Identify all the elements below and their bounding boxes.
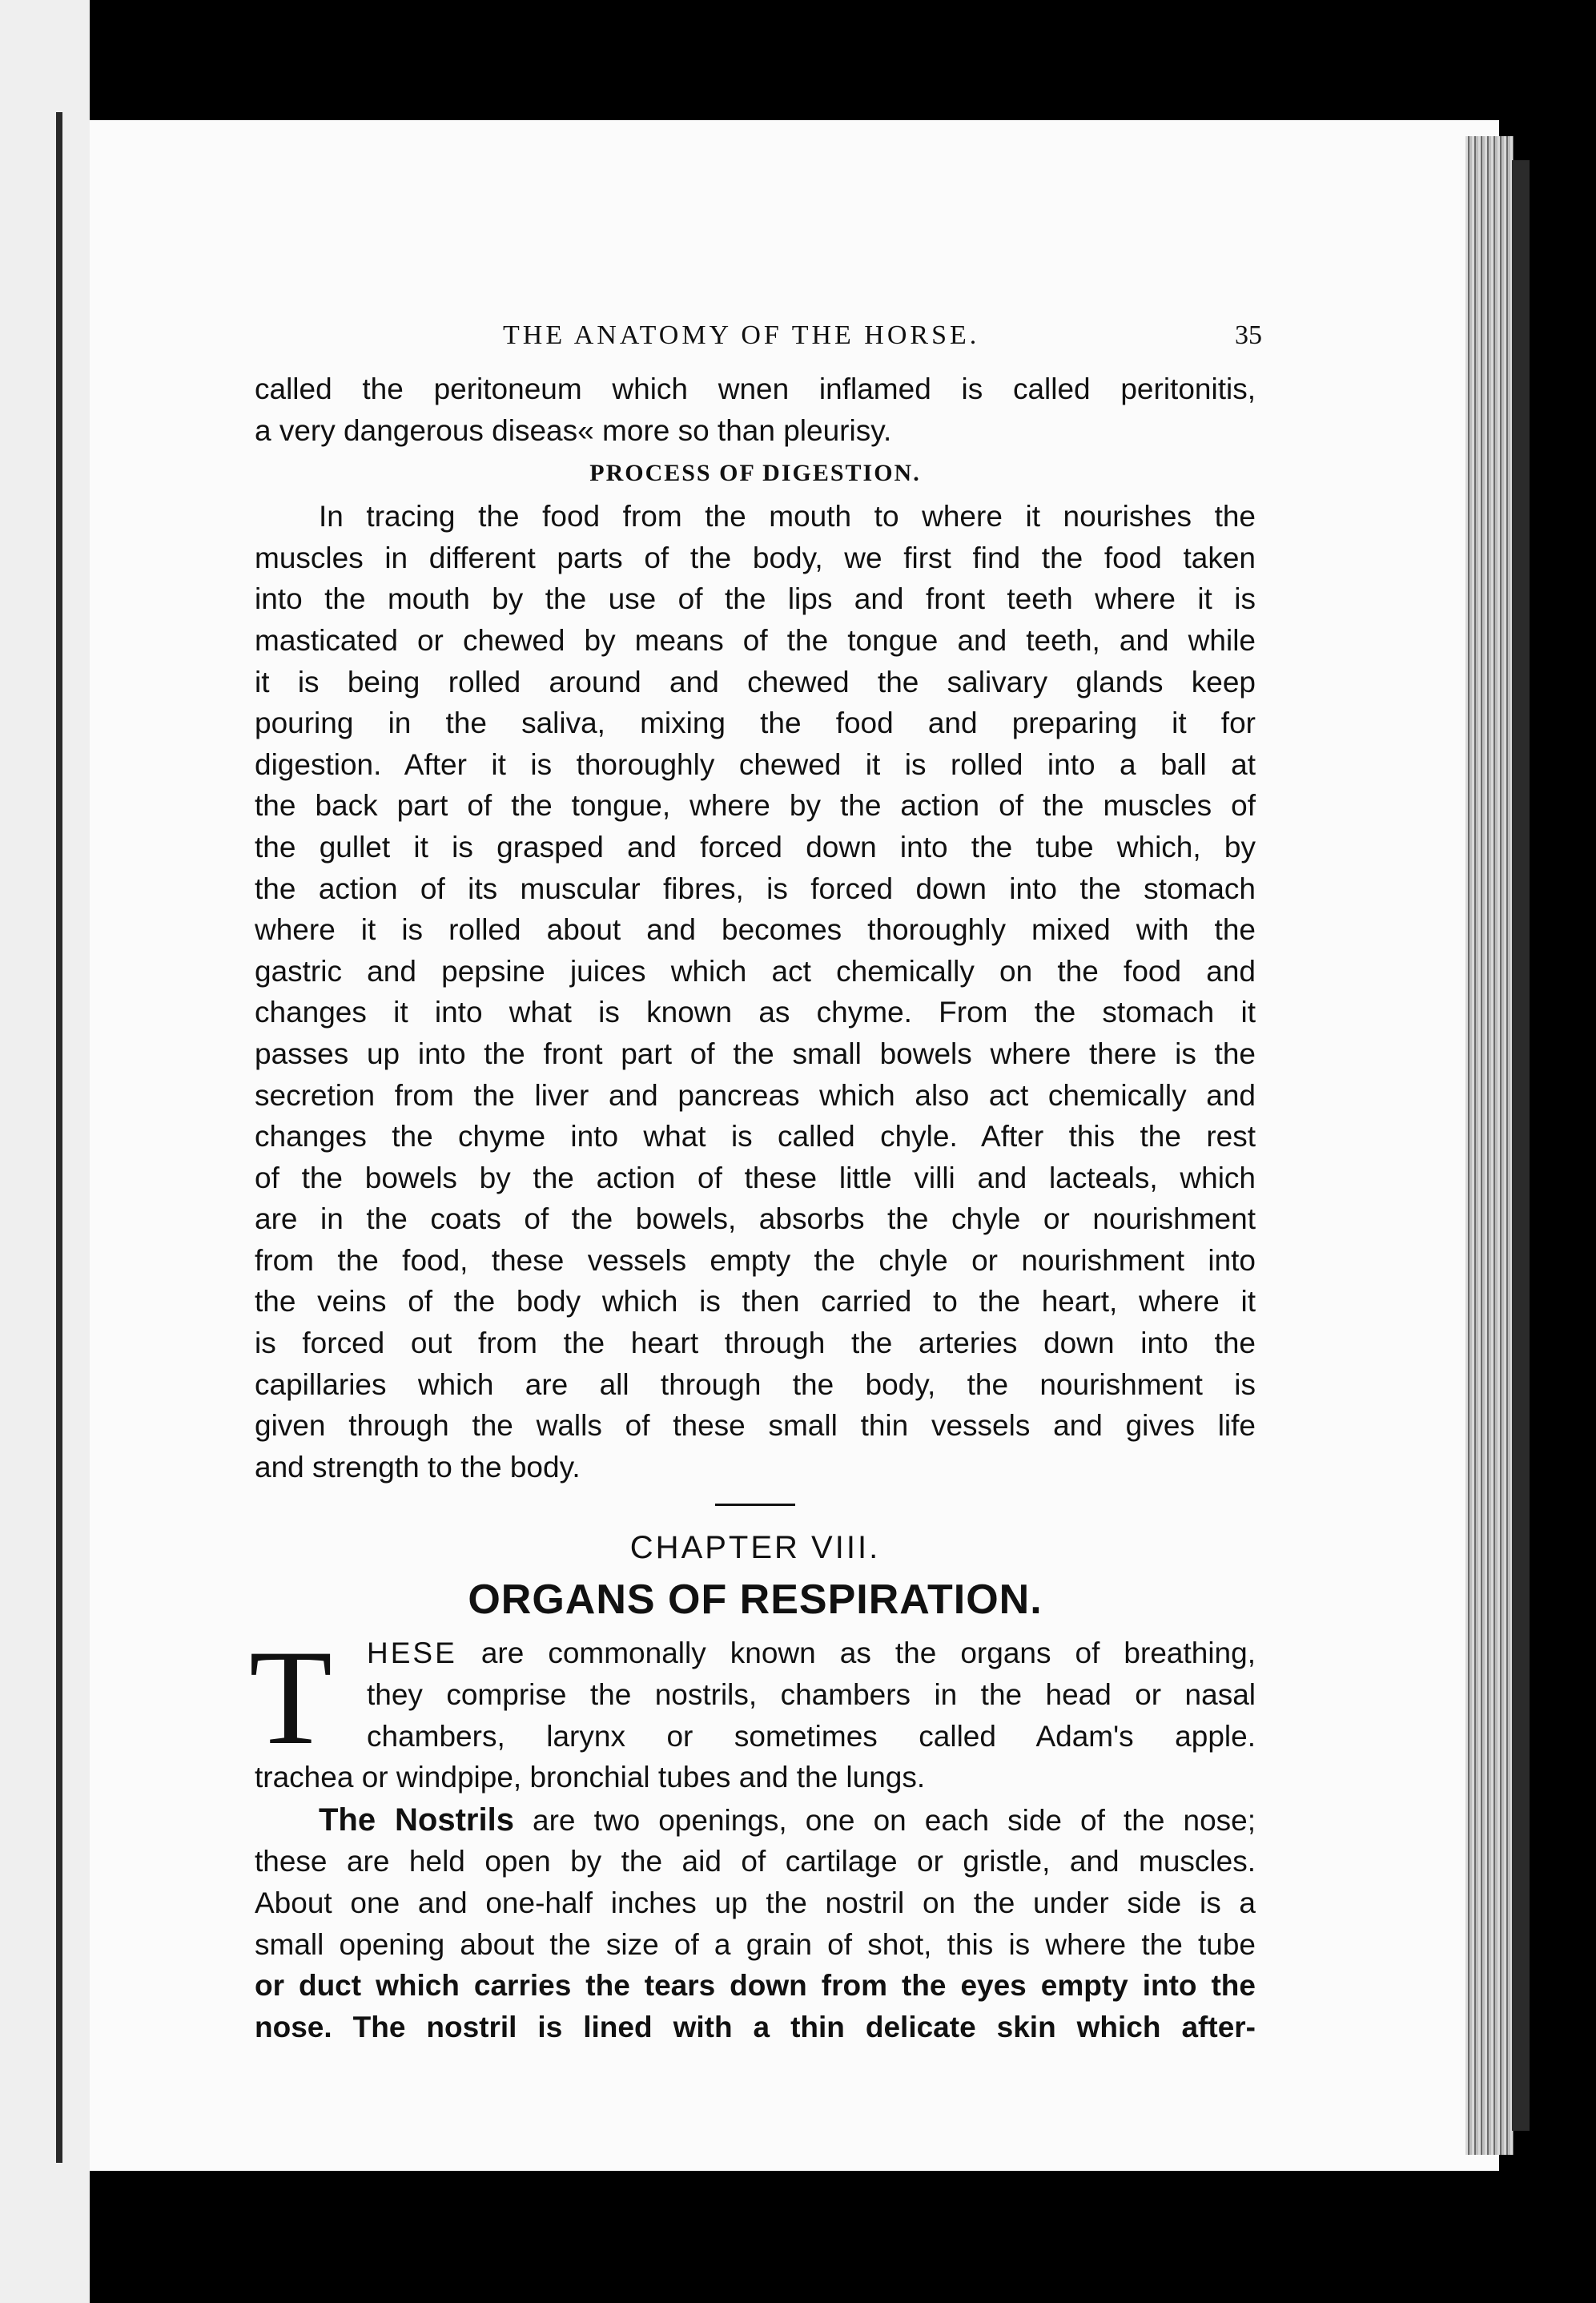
text-line: secretion from the liver and pancreas which also act chemically and	[255, 1078, 1256, 1112]
text-line: digestion. After it is thoroughly chewed it is rolled into a ball at	[255, 747, 1256, 781]
text-line: these are held open by the aid of cartilage or gristle, and muscles.	[255, 1845, 1256, 1878]
page-number: 35	[1235, 320, 1262, 350]
text-line: of the bowels by the action of these little villi and lacteals, which	[255, 1161, 1256, 1194]
text-line: In tracing the food from the mouth to where it nourishes the	[319, 500, 1256, 533]
continuation-paragraph	[255, 368, 1256, 451]
text-line: pouring in the saliva, mixing the food and preparing it for	[255, 707, 1256, 740]
text-line: the action of its muscular fibres, is forced down into the stomach	[255, 872, 1256, 905]
text-line: called the peritoneum which wnen inflamed is called peritonitis,	[255, 372, 1256, 405]
text-line: masticated or chewed by means of the tongue and teeth, and while	[255, 623, 1256, 657]
text-line	[255, 1633, 1256, 1674]
text-line: from the food, these vessels empty the chyle or nourishment into	[255, 1243, 1256, 1277]
chapter-title: ORGANS OF RESPIRATION.	[468, 1576, 1043, 1624]
left-binding-shadow	[56, 112, 62, 2163]
nostrils-heading: The Nostrils	[319, 1802, 514, 1838]
respiration-paragraph	[249, 1622, 1256, 1798]
text-line: nose. The nostril is lined with a thin delicate skin which after-	[255, 2010, 1256, 2043]
chapter-number: CHAPTER VIII.	[629, 1530, 881, 1566]
nostrils-paragraph	[255, 1800, 1256, 2048]
text-line: a very dangerous diseas« more so than pleurisy.	[255, 413, 892, 447]
text-line: changes it into what is known as chyme. From the stomach it	[255, 996, 1256, 1029]
text-line: capillaries which are all through the body, the nourishment is	[255, 1367, 1256, 1401]
text-line: passes up into the front part of the small bowels where there is the	[255, 1037, 1256, 1070]
text-line: About one and one-half inches up the nostril on the under side is a	[255, 1886, 1256, 1919]
drop-cap: T	[249, 1622, 332, 1774]
section-heading: PROCESS OF DIGESTION.	[589, 460, 921, 487]
left-scan-margin	[0, 0, 90, 2303]
text-line: the gullet it is grasped and forced down into the tube which, by	[255, 830, 1256, 864]
text-line: chambers, larynx or sometimes called Adam's apple.	[367, 1719, 1256, 1753]
text-line: trachea or windpipe, bronchial tubes and the lungs.	[255, 1761, 926, 1794]
text-line: the veins of the body which is then carried to the heart, where it	[255, 1285, 1256, 1319]
text-line: muscles in different parts of the body, we first find the food taken	[255, 541, 1256, 574]
page-content	[249, 320, 1262, 2047]
text-line: or duct which carries the tears down from the eyes empty into the	[255, 1969, 1256, 2003]
digestion-paragraph	[255, 496, 1256, 1488]
first-word: HESE	[367, 1637, 457, 1670]
text-line: into the mouth by the use of the lips and front teeth where it is	[255, 582, 1256, 616]
running-head	[255, 320, 1262, 368]
text-line: are in the coats of the bowels, absorbs the chyle or nourishment	[255, 1202, 1256, 1236]
text-line: given through the walls of these small thin vessels and gives life	[255, 1409, 1256, 1443]
text-line: the back part of the tongue, where by the action of the muscles of	[255, 789, 1256, 823]
text-line: it is being rolled around and chewed the salivary glands keep	[255, 665, 1256, 699]
text-line	[255, 1800, 1256, 1842]
book-cover-edge	[1512, 160, 1530, 2131]
text-line: and strength to the body.	[255, 1450, 581, 1484]
text-line: where it is rolled about and becomes thoroughly mixed with the	[255, 913, 1256, 947]
text-line: they comprise the nostrils, chambers in the head or nasal	[367, 1678, 1256, 1712]
text-run: are commonally known as the organs of breathing,	[480, 1637, 1256, 1670]
text-line: changes the chyme into what is called chyle. After this the rest	[255, 1120, 1256, 1154]
text-line: is forced out from the heart through the arteries down into the	[255, 1327, 1256, 1360]
text-line: gastric and pepsine juices which act chemically on the food and	[255, 954, 1256, 988]
text-run: are two openings, one on each side of the nose;	[533, 1803, 1256, 1837]
text-line: small opening about the size of a grain of shot, this is where the tube	[255, 1927, 1256, 1961]
page-edges	[1465, 136, 1514, 2155]
section-divider	[715, 1504, 795, 1506]
running-head-title: THE ANATOMY OF THE HORSE.	[503, 320, 980, 350]
